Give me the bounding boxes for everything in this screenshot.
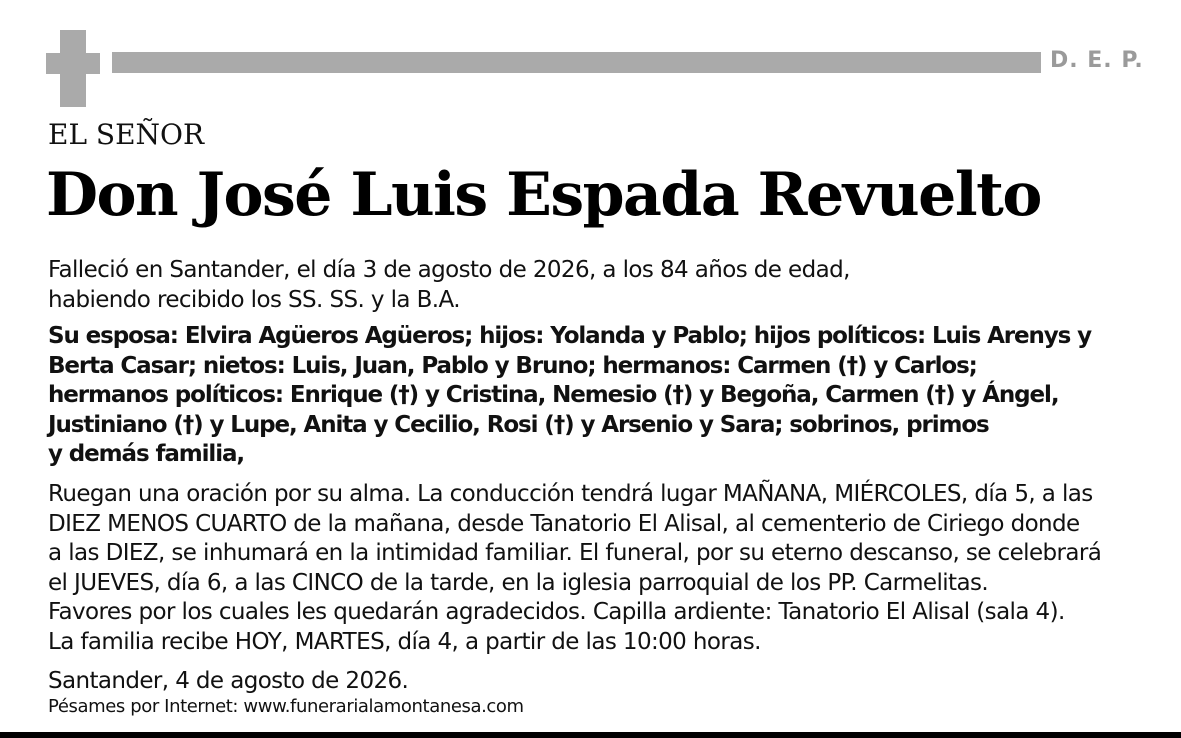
cross-horizontal-bar — [46, 53, 100, 74]
header-rule — [112, 52, 1041, 73]
family-list: Su esposa: Elvira Agüeros Agüeros; hijos: Yolanda y Pablo; hijos políticos: Luis Arenys y Berta Casar; nietos: Luis, Juan, Pablo y Bruno; hermanos: Carmen (†) y Carlos; hermanos políticos: Enrique (†) y Cristina, Nemesio (†) y Begoña, Carmen (†) y Ángel, Justiniano (†) y Lupe, Anita y Cecilio, Rosi (†) y Arsenio y Sara; sobrinos, primos y demás familia, — [48, 323, 1092, 467]
death-announcement: Falleció en Santander, el día 3 de agosto de 2026, a los 84 años de edad, habiendo recibido los SS. SS. y la B.A. — [48, 257, 850, 313]
deceased-name: Don José Luis Espada Revuelto — [46, 160, 1041, 230]
dep-label: D. E. P. — [1050, 48, 1144, 73]
title-prefix: EL SEÑOR — [48, 118, 205, 151]
ceremony-details: Ruegan una oración por su alma. La conducción tendrá lugar MAÑANA, MIÉRCOLES, día 5, a las DIEZ MENOS CUARTO de la mañana, desde Tanatorio El Alisal, al cementerio de Ciriego donde a las DIEZ, se inhumará en la intimidad familiar. El funeral, por su eterno descanso, se celebrará el JUEVES, día 6, a las CINCO de la tarde, en la iglesia parroquial de los PP. Carmelitas. Favores por los cuales les quedarán agradecidos. Capilla ardiente: Tanatorio El Alisal (sala 4). La familia recibe HOY, MARTES, día 4, a partir de las 10:00 horas. — [48, 481, 1102, 655]
place-date: Santander, 4 de agosto de 2026. — [48, 668, 409, 694]
condolences-line: Pésames por Internet: www.funerarialamontanesa.com — [48, 696, 524, 717]
footer-rule — [0, 732, 1181, 738]
